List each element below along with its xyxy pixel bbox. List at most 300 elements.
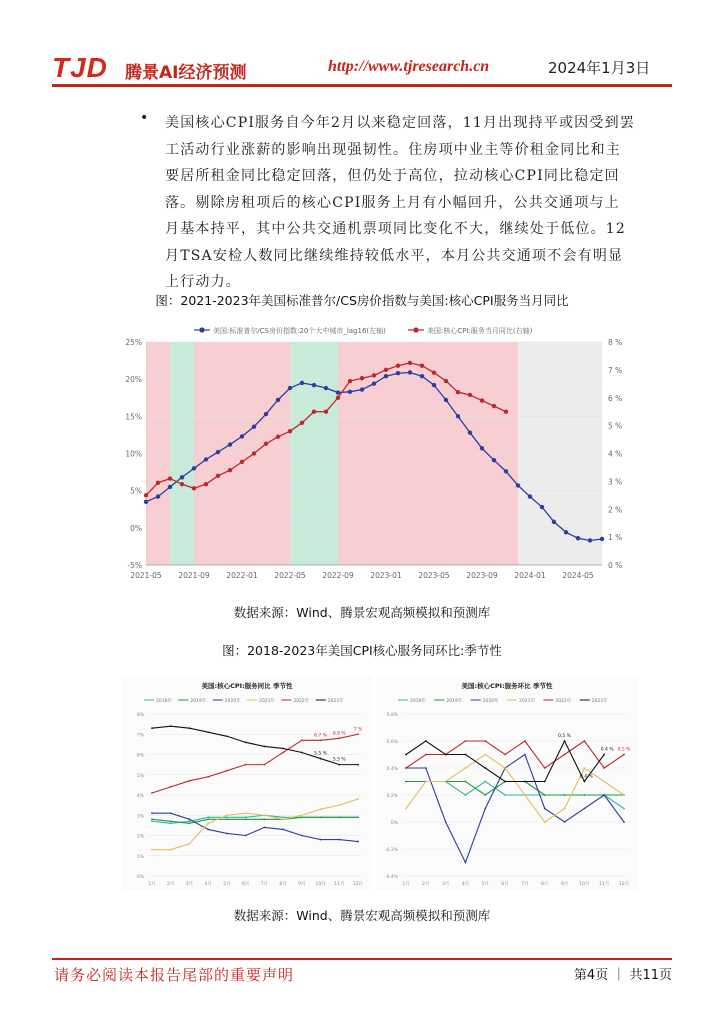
series-point-3	[189, 843, 191, 845]
series-point-4	[564, 754, 566, 756]
series-point-4	[245, 764, 247, 766]
chart-bg	[376, 676, 638, 890]
series-point-5	[405, 754, 407, 756]
series-point-5	[583, 781, 585, 783]
series-point-0	[240, 434, 244, 438]
data-label: 6.9 %	[332, 731, 346, 737]
series-point-3	[320, 808, 322, 810]
data-label: 0.4 %	[579, 774, 593, 780]
series-point-1	[180, 482, 184, 486]
series-point-0	[151, 820, 153, 822]
series-point-0	[282, 816, 284, 818]
series-point-5	[301, 752, 303, 754]
y-right-tick-label: 3 %	[608, 477, 623, 487]
y-right-tick-label: 6 %	[608, 393, 623, 403]
legend-label: 2018年	[156, 699, 172, 704]
series-point-0	[444, 398, 448, 402]
series-point-2	[583, 808, 585, 810]
y-tick-label: 8%	[136, 713, 144, 718]
series-point-1	[264, 442, 268, 446]
series-point-1	[484, 794, 486, 796]
x-tick-label: 8月	[279, 882, 287, 887]
chart-title: 美国:核心CPI:服务环比 季节性	[461, 682, 553, 690]
series-point-1	[156, 481, 160, 485]
series-point-1	[444, 379, 448, 383]
data-label: 7 %	[353, 727, 363, 733]
series-point-5	[245, 741, 247, 743]
series-point-3	[564, 808, 566, 810]
series-point-1	[544, 794, 546, 796]
series-point-1	[288, 429, 292, 433]
series-point-0	[465, 794, 467, 796]
series-point-5	[263, 746, 265, 748]
legend-label: 2018年	[410, 699, 426, 704]
legend-swatch-marker	[199, 327, 204, 332]
series-point-0	[540, 505, 544, 509]
series-point-3	[603, 781, 605, 783]
series-point-1	[228, 468, 232, 472]
chart-title: 美国:核心CPI:服务同比 季节性	[201, 682, 293, 690]
series-point-1	[360, 376, 364, 380]
series-point-0	[228, 442, 232, 446]
series-point-0	[384, 374, 388, 378]
series-point-4	[583, 740, 585, 742]
chart-bg	[122, 676, 372, 890]
y-right-tick-label: 4 %	[608, 449, 623, 459]
data-label: 0.4 %	[600, 747, 614, 753]
series-point-2	[623, 821, 625, 823]
series-point-3	[425, 781, 427, 783]
series-point-1	[456, 390, 460, 394]
series-point-5	[484, 767, 486, 769]
series-point-5	[544, 781, 546, 783]
x-tick-label: 9月	[560, 882, 569, 887]
series-point-3	[338, 804, 340, 806]
series-point-1	[252, 451, 256, 455]
series-point-2	[603, 794, 605, 796]
series-point-0	[264, 412, 268, 416]
series-point-0	[492, 458, 496, 462]
series-point-1	[207, 818, 209, 820]
x-tick-label: 2021-05	[130, 571, 162, 580]
series-point-4	[338, 737, 340, 739]
series-point-5	[504, 781, 506, 783]
figure1-source: 数据来源：Wind、腾景宏观高频模拟和预测库	[233, 605, 491, 620]
series-point-1	[338, 816, 340, 818]
series-point-0	[170, 822, 172, 824]
series-point-5	[151, 727, 153, 729]
series-point-1	[189, 822, 191, 824]
data-label: 5.5 %	[332, 757, 346, 763]
x-tick-label: 12月	[618, 882, 630, 887]
series-point-0	[588, 538, 592, 542]
y-tick-label: -0.4%	[384, 875, 398, 880]
series-point-3	[226, 814, 228, 816]
series-point-1	[263, 818, 265, 820]
series-point-0	[576, 536, 580, 540]
legend-label: 2021年	[519, 699, 535, 704]
series-point-0	[245, 816, 247, 818]
series-point-0	[288, 386, 292, 390]
y-tick-label: 2%	[136, 834, 144, 840]
series-point-4	[226, 770, 228, 772]
x-tick-label: 2024-05	[562, 571, 594, 580]
series-point-3	[207, 822, 209, 824]
x-tick-label: 2022-01	[226, 571, 258, 580]
data-label: 0.5 %	[617, 747, 631, 753]
series-point-0	[552, 520, 556, 524]
series-point-1	[384, 368, 388, 372]
series-point-4	[282, 752, 284, 754]
website-link[interactable]: http://www.tjresearch.cn	[328, 58, 490, 75]
series-point-2	[245, 835, 247, 837]
legend-label: 美国:核心CPI:服务当月同比(右轴)	[427, 327, 533, 335]
y-right-tick-label: 0 %	[608, 561, 623, 570]
series-point-4	[484, 740, 486, 742]
y-left-tick-label: 15%	[125, 412, 142, 422]
series-point-1	[216, 474, 220, 478]
x-tick-label: 2023-05	[418, 571, 450, 580]
series-point-3	[623, 794, 625, 796]
series-point-0	[312, 383, 316, 387]
x-tick-label: 2月	[167, 882, 175, 887]
series-point-0	[504, 469, 508, 473]
series-point-5	[425, 740, 427, 742]
disclaimer-notice: 请务必阅读本报告尾部的重要声明	[54, 966, 295, 984]
series-point-3	[544, 821, 546, 823]
page-header	[0, 0, 724, 92]
figure1-caption: 图：2021-2023年美国标准普尔/CS房价指数与美国:核心CPI服务当月同比	[155, 293, 569, 308]
series-point-5	[282, 748, 284, 750]
y-tick-label: 0.8%	[386, 713, 398, 718]
series-point-1	[492, 404, 496, 408]
series-point-2	[465, 862, 467, 864]
report-date: 2024年1月3日	[548, 59, 651, 77]
series-point-4	[301, 739, 303, 741]
series-point-2	[320, 839, 322, 841]
y-tick-label: 0.4%	[386, 767, 398, 772]
series-point-2	[484, 808, 486, 810]
y-left-tick-label: 25%	[125, 338, 142, 347]
x-tick-label: 11月	[599, 882, 610, 887]
bullet-icon: •	[140, 110, 149, 126]
y-right-tick-label: 5 %	[608, 421, 623, 431]
series-point-0	[360, 387, 364, 391]
series-point-4	[263, 764, 265, 766]
series-point-3	[405, 808, 407, 810]
series-point-3	[151, 849, 153, 851]
series-point-3	[263, 814, 265, 816]
series-point-3	[301, 814, 303, 816]
core-services-mom-seasonal-chart	[376, 676, 638, 890]
series-point-4	[623, 754, 625, 756]
series-point-0	[456, 414, 460, 418]
legend-label: 2019年	[446, 699, 463, 704]
series-point-0	[189, 820, 191, 822]
series-point-5	[603, 754, 605, 756]
series-point-0	[168, 485, 172, 489]
x-tick-label: 2022-05	[274, 571, 306, 580]
data-label: 6.7 %	[314, 733, 327, 739]
series-point-0	[207, 816, 209, 818]
legend-swatch-marker	[413, 327, 418, 332]
series-point-0	[372, 381, 376, 385]
series-point-0	[336, 390, 340, 394]
series-point-4	[544, 767, 546, 769]
series-point-1	[168, 476, 172, 480]
series-point-3	[445, 781, 447, 783]
x-tick-label: 9月	[298, 882, 306, 887]
series-point-4	[170, 786, 172, 788]
page-number: 第4页 ｜ 共11页	[573, 968, 672, 983]
y-right-tick-label: 8 %	[608, 338, 623, 347]
series-point-2	[357, 841, 359, 843]
series-point-2	[524, 754, 526, 756]
y-right-tick-label: 1 %	[608, 533, 623, 543]
series-point-1	[372, 373, 376, 377]
legend-label: 2020年	[482, 699, 499, 704]
series-point-1	[301, 816, 303, 818]
series-point-0	[396, 371, 400, 375]
series-point-1	[465, 781, 467, 783]
y-tick-label: 1%	[136, 854, 144, 860]
x-tick-label: 2024-01	[514, 571, 546, 580]
x-tick-label: 1月	[148, 882, 156, 887]
series-point-0	[192, 466, 196, 470]
legend-label: 2022年	[555, 699, 572, 704]
series-point-0	[216, 450, 220, 454]
series-point-1	[405, 781, 407, 783]
series-point-2	[170, 812, 172, 814]
legend-label: 2021年	[259, 699, 275, 704]
series-point-2	[445, 821, 447, 823]
series-point-1	[336, 396, 340, 400]
series-point-0	[348, 390, 352, 394]
series-point-1	[564, 794, 566, 796]
series-point-0	[504, 794, 506, 796]
x-tick-label: 2月	[422, 882, 430, 887]
legend-label: 2019年	[190, 699, 207, 704]
series-point-1	[151, 818, 153, 820]
y-tick-label: 3%	[136, 814, 144, 820]
series-point-3	[465, 767, 467, 769]
series-point-2	[226, 833, 228, 835]
series-point-5	[338, 764, 340, 766]
y-right-tick-label: 2 %	[608, 505, 623, 515]
x-tick-label: 4月	[461, 882, 470, 887]
x-tick-label: 11月	[334, 882, 345, 887]
y-tick-label: 4%	[136, 794, 144, 799]
series-point-0	[623, 808, 625, 810]
series-point-3	[524, 794, 526, 796]
series-point-1	[204, 482, 208, 486]
series-point-5	[207, 731, 209, 733]
y-left-tick-label: 10%	[125, 449, 142, 459]
series-point-5	[524, 781, 526, 783]
tjd-logo: TJD	[52, 52, 108, 83]
series-point-1	[240, 460, 244, 464]
series-point-3	[170, 849, 172, 851]
series-point-1	[348, 379, 352, 383]
x-tick-label: 1月	[402, 882, 410, 887]
x-tick-label: 4月	[204, 882, 212, 887]
series-point-0	[300, 381, 304, 385]
series-point-1	[583, 794, 585, 796]
x-tick-label: 5月	[223, 882, 231, 887]
y-tick-label: -0.2%	[384, 848, 398, 853]
series-point-0	[432, 383, 436, 387]
series-point-4	[524, 740, 526, 742]
y-tick-label: 7%	[136, 733, 144, 739]
series-point-4	[425, 754, 427, 756]
legend-label: 2023年	[591, 699, 608, 704]
x-tick-label: 3月	[441, 882, 450, 887]
series-point-1	[192, 486, 196, 490]
series-point-2	[282, 829, 284, 831]
series-point-4	[405, 767, 407, 769]
y-left-tick-label: 0%	[130, 523, 142, 533]
x-tick-label: 10月	[579, 882, 590, 887]
series-point-0	[144, 500, 148, 504]
series-point-5	[465, 754, 467, 756]
series-point-1	[324, 409, 328, 413]
figure2-caption: 图：2018-2023年美国CPI核心服务同环比:季节性	[222, 643, 502, 658]
y-tick-label: 0%	[390, 821, 398, 826]
x-tick-label: 10月	[315, 882, 326, 887]
series-point-0	[226, 816, 228, 818]
series-point-5	[445, 754, 447, 756]
series-point-1	[226, 818, 228, 820]
series-point-0	[252, 425, 256, 429]
x-tick-label: 5月	[481, 882, 489, 887]
series-point-1	[144, 493, 148, 497]
y-tick-label: 0%	[136, 875, 144, 880]
x-tick-label: 12月	[352, 882, 364, 887]
x-tick-label: 2022-09	[322, 571, 354, 580]
series-point-5	[320, 758, 322, 760]
series-point-0	[324, 386, 328, 390]
y-tick-label: 0.2%	[386, 794, 398, 799]
series-point-1	[396, 363, 400, 367]
series-point-0	[564, 530, 568, 534]
series-point-5	[357, 764, 359, 766]
series-point-1	[408, 361, 412, 365]
core-services-yoy-seasonal-chart	[122, 676, 372, 890]
y-right-tick-label: 7 %	[608, 365, 623, 375]
series-point-0	[528, 494, 532, 498]
series-point-1	[468, 393, 472, 397]
series-point-0	[276, 398, 280, 402]
header-divider	[52, 84, 672, 87]
series-point-3	[583, 767, 585, 769]
series-point-2	[544, 808, 546, 810]
series-point-4	[357, 733, 359, 735]
paragraph-text: 美国核心CPI服务自今年2月以来稳定回落，11月出现持平或因受到罢工活动行业涨薪的影响出现强韧性。住房项中业主等价租金同比和主要居所租金同比稳定回落，但仍处于高位，拉动核心CPI同比稳定回落。剔除房租项后的核心CPI服务上月有小幅回升，公共交通项与上月基本持平，其中公共交通机票项同比变化不大，继续处于低位。12月TSA安检人数同比继续维持较低水平，本月公共交通项不会有明显上行动力。	[165, 115, 635, 290]
legend-label: 2023年	[327, 699, 344, 704]
series-point-2	[425, 767, 427, 769]
legend-label: 2020年	[224, 699, 241, 704]
series-point-5	[226, 735, 228, 737]
series-point-4	[151, 792, 153, 794]
series-point-1	[170, 820, 172, 822]
series-point-1	[357, 816, 359, 818]
series-point-2	[564, 821, 566, 823]
legend-label: 美国:标准普尔/CS房价指数:20个大中城市_lag16(左轴)	[213, 327, 386, 335]
x-tick-label: 2023-09	[466, 571, 498, 580]
series-point-0	[468, 430, 472, 434]
y-left-tick-label: 5%	[130, 486, 142, 496]
series-point-0	[484, 781, 486, 783]
series-point-0	[180, 475, 184, 479]
series-point-2	[338, 839, 340, 841]
y-tick-label: 6%	[136, 753, 144, 759]
series-point-4	[603, 767, 605, 769]
series-point-1	[300, 421, 304, 425]
series-point-1	[420, 363, 424, 367]
series-point-1	[245, 818, 247, 820]
series-point-3	[504, 767, 506, 769]
series-point-3	[357, 798, 359, 800]
house-price-vs-core-services-chart	[120, 318, 623, 590]
company-name: 腾景AI经济预测	[125, 63, 247, 83]
x-tick-label: 7月	[521, 882, 529, 887]
series-point-5	[189, 727, 191, 729]
series-point-4	[504, 754, 506, 756]
series-point-4	[465, 740, 467, 742]
series-point-0	[516, 483, 520, 487]
series-point-0	[420, 374, 424, 378]
series-point-2	[207, 829, 209, 831]
series-point-0	[156, 494, 160, 498]
series-point-0	[408, 370, 412, 374]
x-tick-label: 7月	[260, 882, 269, 887]
data-label: 0.5 %	[558, 734, 571, 739]
series-point-3	[282, 818, 284, 820]
series-point-0	[480, 446, 484, 450]
series-point-1	[312, 409, 316, 413]
series-point-0	[204, 457, 208, 461]
series-point-1	[480, 398, 484, 402]
x-tick-label: 8月	[541, 882, 549, 887]
figure2-source: 数据来源：Wind、腾景宏观高频模拟和预测库	[233, 908, 491, 923]
y-left-tick-label: -5%	[127, 561, 142, 570]
footer-divider	[52, 958, 672, 960]
series-point-1	[504, 409, 508, 413]
series-point-2	[151, 812, 153, 814]
series-point-4	[320, 739, 322, 741]
x-tick-label: 2023-01	[370, 571, 402, 580]
series-point-2	[301, 835, 303, 837]
x-tick-label: 6月	[501, 882, 509, 887]
series-point-1	[276, 435, 280, 439]
series-point-3	[484, 754, 486, 756]
series-point-1	[432, 370, 436, 374]
x-tick-label: 6月	[241, 882, 250, 887]
y-tick-label: 5%	[136, 773, 144, 779]
series-point-4	[207, 776, 209, 778]
series-point-4	[189, 780, 191, 782]
series-point-2	[189, 818, 191, 820]
series-point-1	[320, 816, 322, 818]
x-tick-label: 3月	[185, 882, 194, 887]
series-point-5	[564, 740, 566, 742]
x-tick-label: 2021-09	[178, 571, 210, 580]
series-point-5	[170, 725, 172, 727]
series-point-3	[245, 812, 247, 814]
y-left-tick-label: 20%	[125, 375, 142, 385]
data-label: 5.5 %	[314, 751, 327, 757]
y-tick-label: 0.6%	[386, 740, 398, 745]
